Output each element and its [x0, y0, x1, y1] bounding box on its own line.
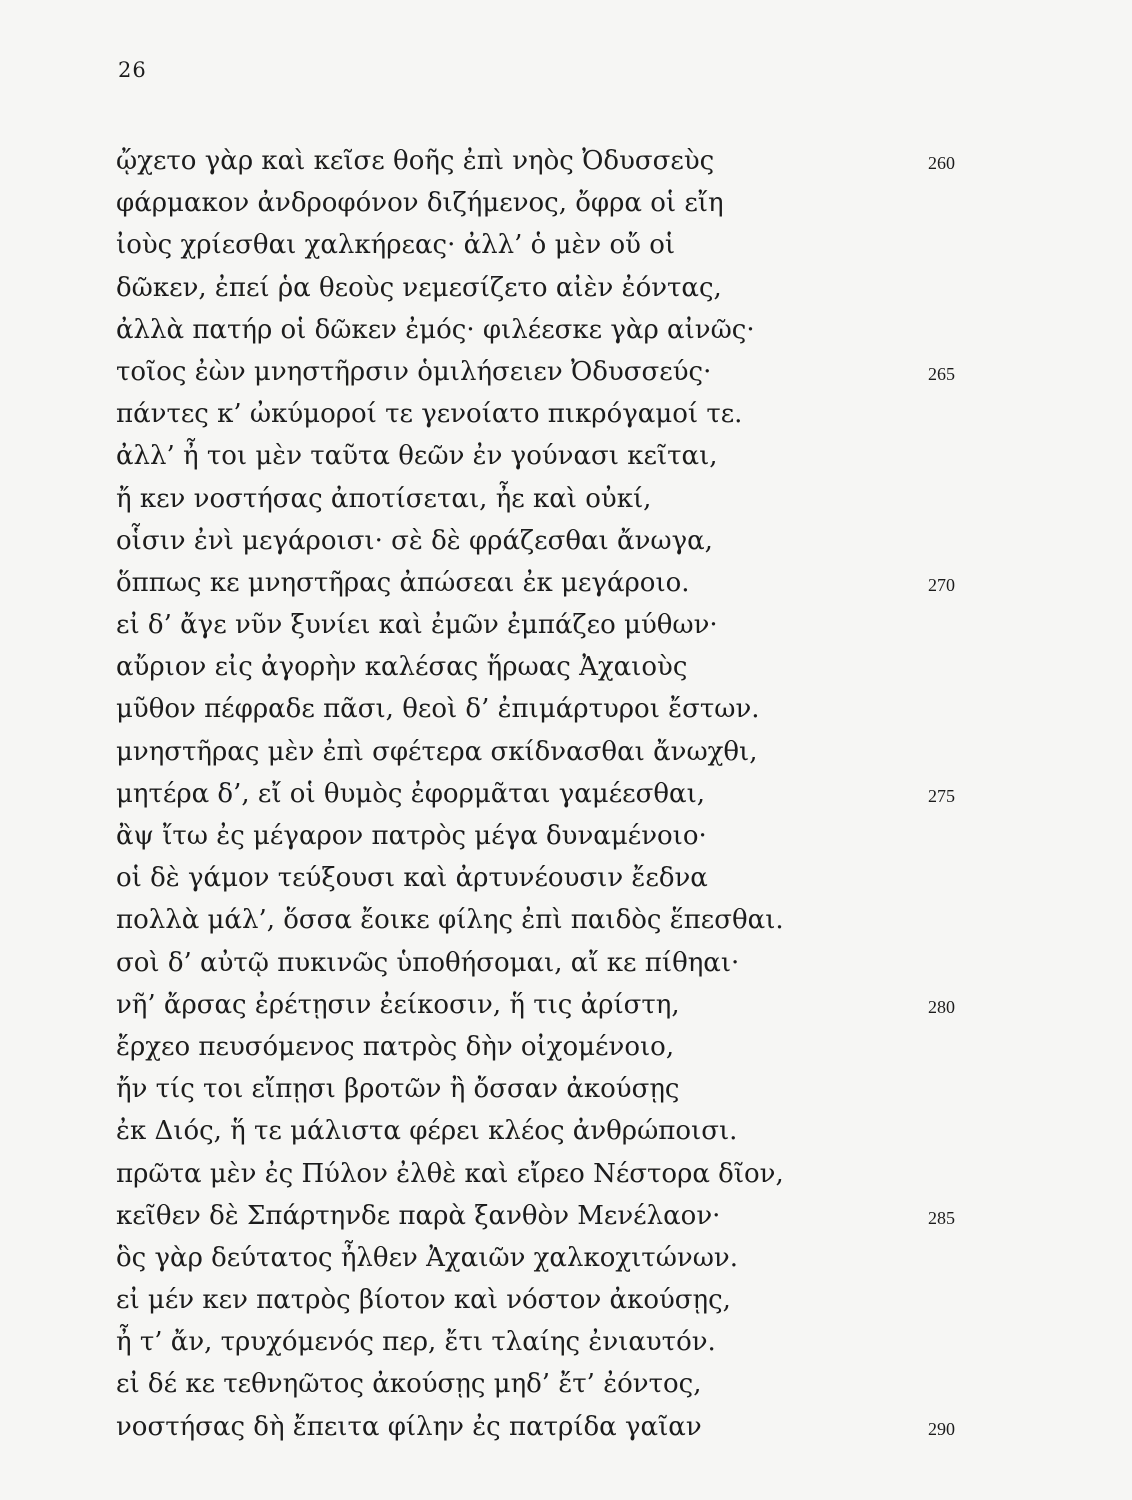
verse-line	[116, 393, 1016, 435]
verse-line	[116, 1195, 1016, 1237]
verse-line	[116, 815, 1016, 857]
verse-line	[116, 1068, 1016, 1110]
verse-line	[116, 857, 1016, 899]
verse-text: δῶκεν, ἐπεί ῥα θεοὺς νεμεσίζετο αἰὲν ἐόντας,	[116, 272, 722, 303]
page-number: 26	[118, 58, 147, 82]
verse-text: νῆ’ ἄρσας ἐρέτῃσιν ἐείκοσιν, ἥ τις ἀρίστη,	[116, 989, 680, 1020]
verse-line	[116, 773, 1016, 815]
verse-line	[116, 646, 1016, 688]
verse-text: εἰ μέν κεν πατρὸς βίοτον καὶ νόστον ἀκούσῃς,	[116, 1285, 731, 1316]
verse-text: νοστήσας δὴ ἔπειτα φίλην ἐς πατρίδα γαῖαν	[116, 1411, 702, 1442]
line-number: 290	[928, 1418, 955, 1439]
verse-text: πρῶτα μὲν ἐς Πύλον ἐλθὲ καὶ εἴρεο Νέστορα δῖον,	[116, 1158, 784, 1189]
verse-text: ἐκ Διός, ἥ τε μάλιστα φέρει κλέος ἀνθρώποισι.	[116, 1116, 738, 1147]
verse-text: ᾤχετο γὰρ καὶ κεῖσε θοῆς ἐπὶ νηὸς Ὀδυσσεὺς	[116, 146, 715, 176]
verse-line	[116, 182, 1016, 224]
verse-line	[116, 478, 1016, 520]
verse-text: ἔρχεο πευσόμενος πατρὸς δὴν οἰχομένοιο,	[116, 1031, 675, 1062]
verse-text: πάντες κ’ ὠκύμοροί τε γενοίατο πικρόγαμοί τε.	[116, 399, 743, 430]
verse-text: εἰ δέ κε τεθνηῶτος ἀκούσῃς μηδ’ ἔτ’ ἐόντος,	[116, 1369, 702, 1400]
verse-line	[116, 1363, 1016, 1405]
verse-text: ἦ τ’ ἄν, τρυχόμενός περ, ἔτι τλαίης ἐνιαυτόν.	[116, 1327, 716, 1358]
verse-line	[116, 984, 1016, 1026]
verse-text: ἤ κεν νοστήσας ἀποτίσεται, ἦε καὶ οὐκί,	[116, 483, 652, 514]
verse-line	[116, 267, 1016, 309]
verse-line	[116, 1237, 1016, 1279]
verse-line	[116, 562, 1016, 604]
verse-line	[116, 1279, 1016, 1321]
verse-line	[116, 688, 1016, 730]
verse-text: πολλὰ μάλ’, ὅσσα ἔοικε φίλης ἐπὶ παιδὸς ἕπεσθαι.	[116, 905, 784, 936]
verse-text: μνηστῆρας μὲν ἐπὶ σφέτερα σκίδνασθαι ἄνωχθι,	[116, 736, 758, 767]
verse-text: ἀλλὰ πατήρ οἱ δῶκεν ἐμός· φιλέεσκε γὰρ αἰνῶς·	[116, 314, 755, 345]
verse-text: οἷσιν ἐνὶ μεγάροισι· σὲ δὲ φράζεσθαι ἄνωγα,	[116, 525, 713, 556]
verse-line	[116, 942, 1016, 984]
line-number: 265	[928, 363, 955, 384]
verse-text: φάρμακον ἀνδροφόνον διζήμενος, ὄφρα οἱ εἴη	[116, 188, 724, 219]
line-number: 260	[928, 153, 955, 173]
line-number: 285	[928, 1207, 955, 1228]
verse-line	[116, 309, 1016, 351]
verse-text: σοὶ δ’ αὐτῷ πυκινῶς ὑποθήσομαι, αἴ κε πίθηαι·	[116, 947, 740, 978]
verse-text: εἰ δ’ ἄγε νῦν ξυνίει καὶ ἐμῶν ἐμπάζεο μύθων·	[116, 610, 718, 641]
verse-line	[116, 731, 1016, 773]
verse-text: ἰοὺς χρίεσθαι χαλκήρεας· ἀλλ’ ὁ μὲν οὔ οἱ	[116, 230, 676, 261]
verse-text: μητέρα δ’, εἴ οἱ θυμὸς ἐφορμᾶται γαμέεσθαι,	[116, 778, 706, 809]
line-number: 280	[928, 996, 955, 1017]
verse-text: αὔριον εἰς ἀγορὴν καλέσας ἥρωας Ἀχαιοὺς	[116, 652, 688, 683]
verse-text: μῦθον πέφραδε πᾶσι, θεοὶ δ’ ἐπιμάρτυροι ἔστων.	[116, 694, 760, 725]
verse-line	[116, 520, 1016, 562]
verse-text: κεῖθεν δὲ Σπάρτηνδε παρὰ ξανθὸν Μενέλαον·	[116, 1200, 721, 1231]
verse-text: τοῖος ἐὼν μνηστῆρσιν ὁμιλήσειεν Ὀδυσσεύς·	[116, 356, 712, 387]
verse-line	[116, 351, 1016, 393]
verse-line	[116, 1321, 1016, 1363]
verse-line	[116, 435, 1016, 477]
line-number: 270	[928, 574, 955, 595]
verse-line	[116, 604, 1016, 646]
verse-text: ὃς γὰρ δεύτατος ἦλθεν Ἀχαιῶν χαλκοχιτώνων.	[116, 1242, 738, 1273]
verse-line	[116, 1153, 1016, 1195]
verse-line	[116, 1406, 1016, 1448]
verse-text: οἱ δὲ γάμον τεύξουσι καὶ ἀρτυνέουσιν ἔεδνα	[116, 863, 708, 894]
verse-text: ἂψ ἴτω ἐς μέγαρον πατρὸς μέγα δυναμένοιο·	[116, 821, 707, 851]
verse-text: ἤν τίς τοι εἴπῃσι βροτῶν ἢ ὄσσαν ἀκούσῃς	[116, 1074, 680, 1105]
line-number: 275	[928, 785, 955, 806]
verse-line	[116, 1110, 1016, 1152]
verse-line	[116, 1026, 1016, 1068]
verse-text: ἀλλ’ ἦ τοι μὲν ταῦτα θεῶν ἐν γούνασι κεῖται,	[116, 441, 718, 472]
verse-line	[116, 140, 1016, 182]
verse-line	[116, 224, 1016, 266]
verse-text: ὅππως κε μνηστῆρας ἀπώσεαι ἐκ μεγάροιο.	[116, 567, 690, 598]
verse-line	[116, 899, 1016, 941]
verse-block	[116, 140, 1016, 1448]
